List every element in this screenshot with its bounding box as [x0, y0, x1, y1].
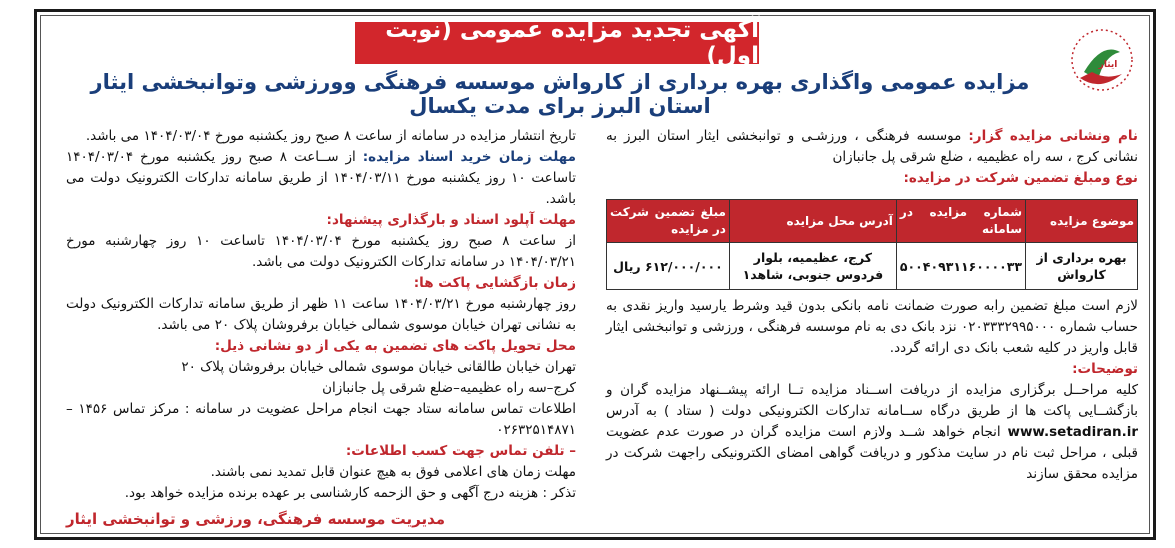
purchase-text: از ســاعت ۸ صبح روز یکشنبه مورخ ۱۴۰۴/۰۳/۰۴ تاساعت ۱۰ روز یکشنبه مورخ ۱۴۰۴/۰۳/۱۱ از طریق سامانه تدارکات الکترونیک دولت می باشد. — [66, 149, 576, 207]
deposit-label: نوع ومبلغ تضمین شرکت در مزایده: — [903, 170, 1138, 186]
delivery-address-1: تهران خیابان طالقانی خیابان موسوی شمالی خیابان برفروشان پلاک ۲۰ — [181, 359, 576, 375]
delivery-address-2: کرج–سه راه عظیمیه–ضلع شرقی پل جانبازان — [322, 380, 576, 396]
delivery-heading-line — [66, 336, 576, 357]
table-header-row — [607, 200, 1138, 243]
upload-label: مهلت آپلود اسناد و بارگذاری پیشنهاد: — [326, 212, 576, 228]
table-cell: بهره برداری از کارواش — [1026, 243, 1138, 290]
upload-text: از ساعت ۸ صبح روز یکشنبه مورخ ۱۴۰۴/۰۳/۰۴ تاساعت ۱۰ روز چهارشنبه مورخ ۱۴۰۴/۰۳/۲۱ در سامانه تدارکات الکترونیک دولت می باشد. — [66, 233, 576, 270]
contact-heading-line — [66, 441, 576, 462]
notice-subtitle: مزایده عمومی واگذاری بهره برداری از کارواش موسسه فرهنگی وورزشی وتوانبخشی ایثار استان البرز برای مدت یکسال — [90, 70, 1030, 118]
table-cell: ۶۱۲/۰۰۰/۰۰۰ ریال — [607, 243, 730, 290]
organizer-paragraph — [606, 126, 1138, 168]
purchase-label: مهلت زمان خرید اسناد مزایده: — [362, 149, 576, 165]
table-header-cell: موضوع مزایده — [1026, 200, 1138, 243]
table-row — [607, 243, 1138, 290]
right-column — [606, 126, 1138, 485]
deposit-heading-line — [606, 168, 1138, 189]
remark-text: تذکر : هزینه درج آگهی و حق الزحمه کارشناسی بر عهده برنده مزایده خواهد بود. — [124, 485, 576, 501]
deadline-note: مهلت زمان های اعلامی فوق به هیچ عنوان قابل تمدید نمی باشند. — [210, 464, 576, 480]
opening-heading-line — [66, 273, 576, 294]
notes-text-1: کلیه مراحــل برگزاری مزایده از دریافت اســناد مزایده تــا ارائه پیشــنهاد مزایده گران و بازگشــایی پاکت ها از طریق درگاه ســامانه تدارکات الکترونیکی دولت ( ستاد ) به آدرس — [606, 382, 1138, 419]
auction-table — [606, 199, 1138, 290]
organizer-label: نام ونشانی مزایده گزار: — [968, 128, 1138, 144]
logo-text: ایثار — [1098, 60, 1118, 70]
table-header-cell: آدرس محل مزایده — [729, 200, 896, 243]
organizer-text: موسسه فرهنگی ، ورزشـی و توانبخشی ایثار استان البرز به نشانی کرج ، سه راه عظیمیه ، ضلع شرقی پل جانبازان — [606, 128, 1138, 165]
contact-label: – تلفن تماس جهت کسب اطلاعات: — [345, 443, 576, 459]
notes-heading-line — [606, 359, 1138, 380]
table-header-cell: شماره مزایده در سامانه — [896, 200, 1025, 243]
purchase-paragraph — [66, 147, 576, 210]
table-header-cell: مبلغ تضمین شرکت در مزایده — [607, 200, 730, 243]
signature-text: مدیریت موسسه فرهنگی، ورزشی و توانبخشی ایثار — [66, 510, 446, 528]
table-cell: کرج، عظیمیه، بلوار فردوس جنوبی، شاهد۱ — [729, 243, 896, 290]
publish-text: تاریخ انتشار مزایده در سامانه از ساعت ۸ صبح روز یکشنبه مورخ ۱۴۰۴/۰۳/۰۴ می باشد. — [85, 128, 576, 144]
signature — [66, 510, 546, 528]
opening-label: زمان بازگشایی پاکت ها: — [413, 275, 576, 291]
delivery-label: محل تحویل پاکت های تضمین به یکی از دو نشانی ذیل: — [214, 338, 576, 354]
contact-text: اطلاعات تماس سامانه ستاد جهت انجام مراحل عضویت در سامانه : مرکز تماس ۱۴۵۶ – ۰۲۶۳۲۵۱۴۸۷۱ — [66, 401, 577, 438]
notes-paragraph — [606, 380, 1138, 485]
setad-url: www.setadiran.ir — [1007, 424, 1138, 440]
notice-title: آگهی تجدید مزایده عمومی (نوبت اول) — [355, 22, 759, 64]
deposit-note: لازم است مبلغ تضمین رابه صورت ضمانت نامه بانکی بدون قید وشرط یارسید واریز نقدی به حساب شماره ۰۲۰۳۳۳۲۹۹۵۰۰۰ نزد بانک دی به نام موسسه فرهنگی ، ورزشی و توانبخشی ایثار قابل واریز در کلیه شعب بانک دی ارائه گردد. — [606, 298, 1138, 356]
opening-text: روز چهارشنبه مورخ ۱۴۰۴/۰۳/۲۱ ساعت ۱۱ ظهر از طریق سامانه تدارکات الکترونیک دولت به نشانی تهران خیابان موسوی شمالی خیابان برفروشان پلاک ۲۰ می باشد. — [66, 296, 576, 333]
table-cell: ۵۰۰۴۰۹۳۱۱۶۰۰۰۰۳۳ — [896, 243, 1025, 290]
left-column — [66, 126, 576, 504]
upload-heading-line — [66, 210, 576, 231]
notes-text-2: انجام خواهد شــد ولازم است مزایده گران در صورت عدم عضویت قبلی ، مراحل ثبت نام در سایت مذکور و دریافت گواهی امضای الکترونیکی راجهت شرکت در مزایده محقق سازند — [606, 424, 1138, 482]
notes-label: توضیحات: — [1072, 361, 1138, 377]
